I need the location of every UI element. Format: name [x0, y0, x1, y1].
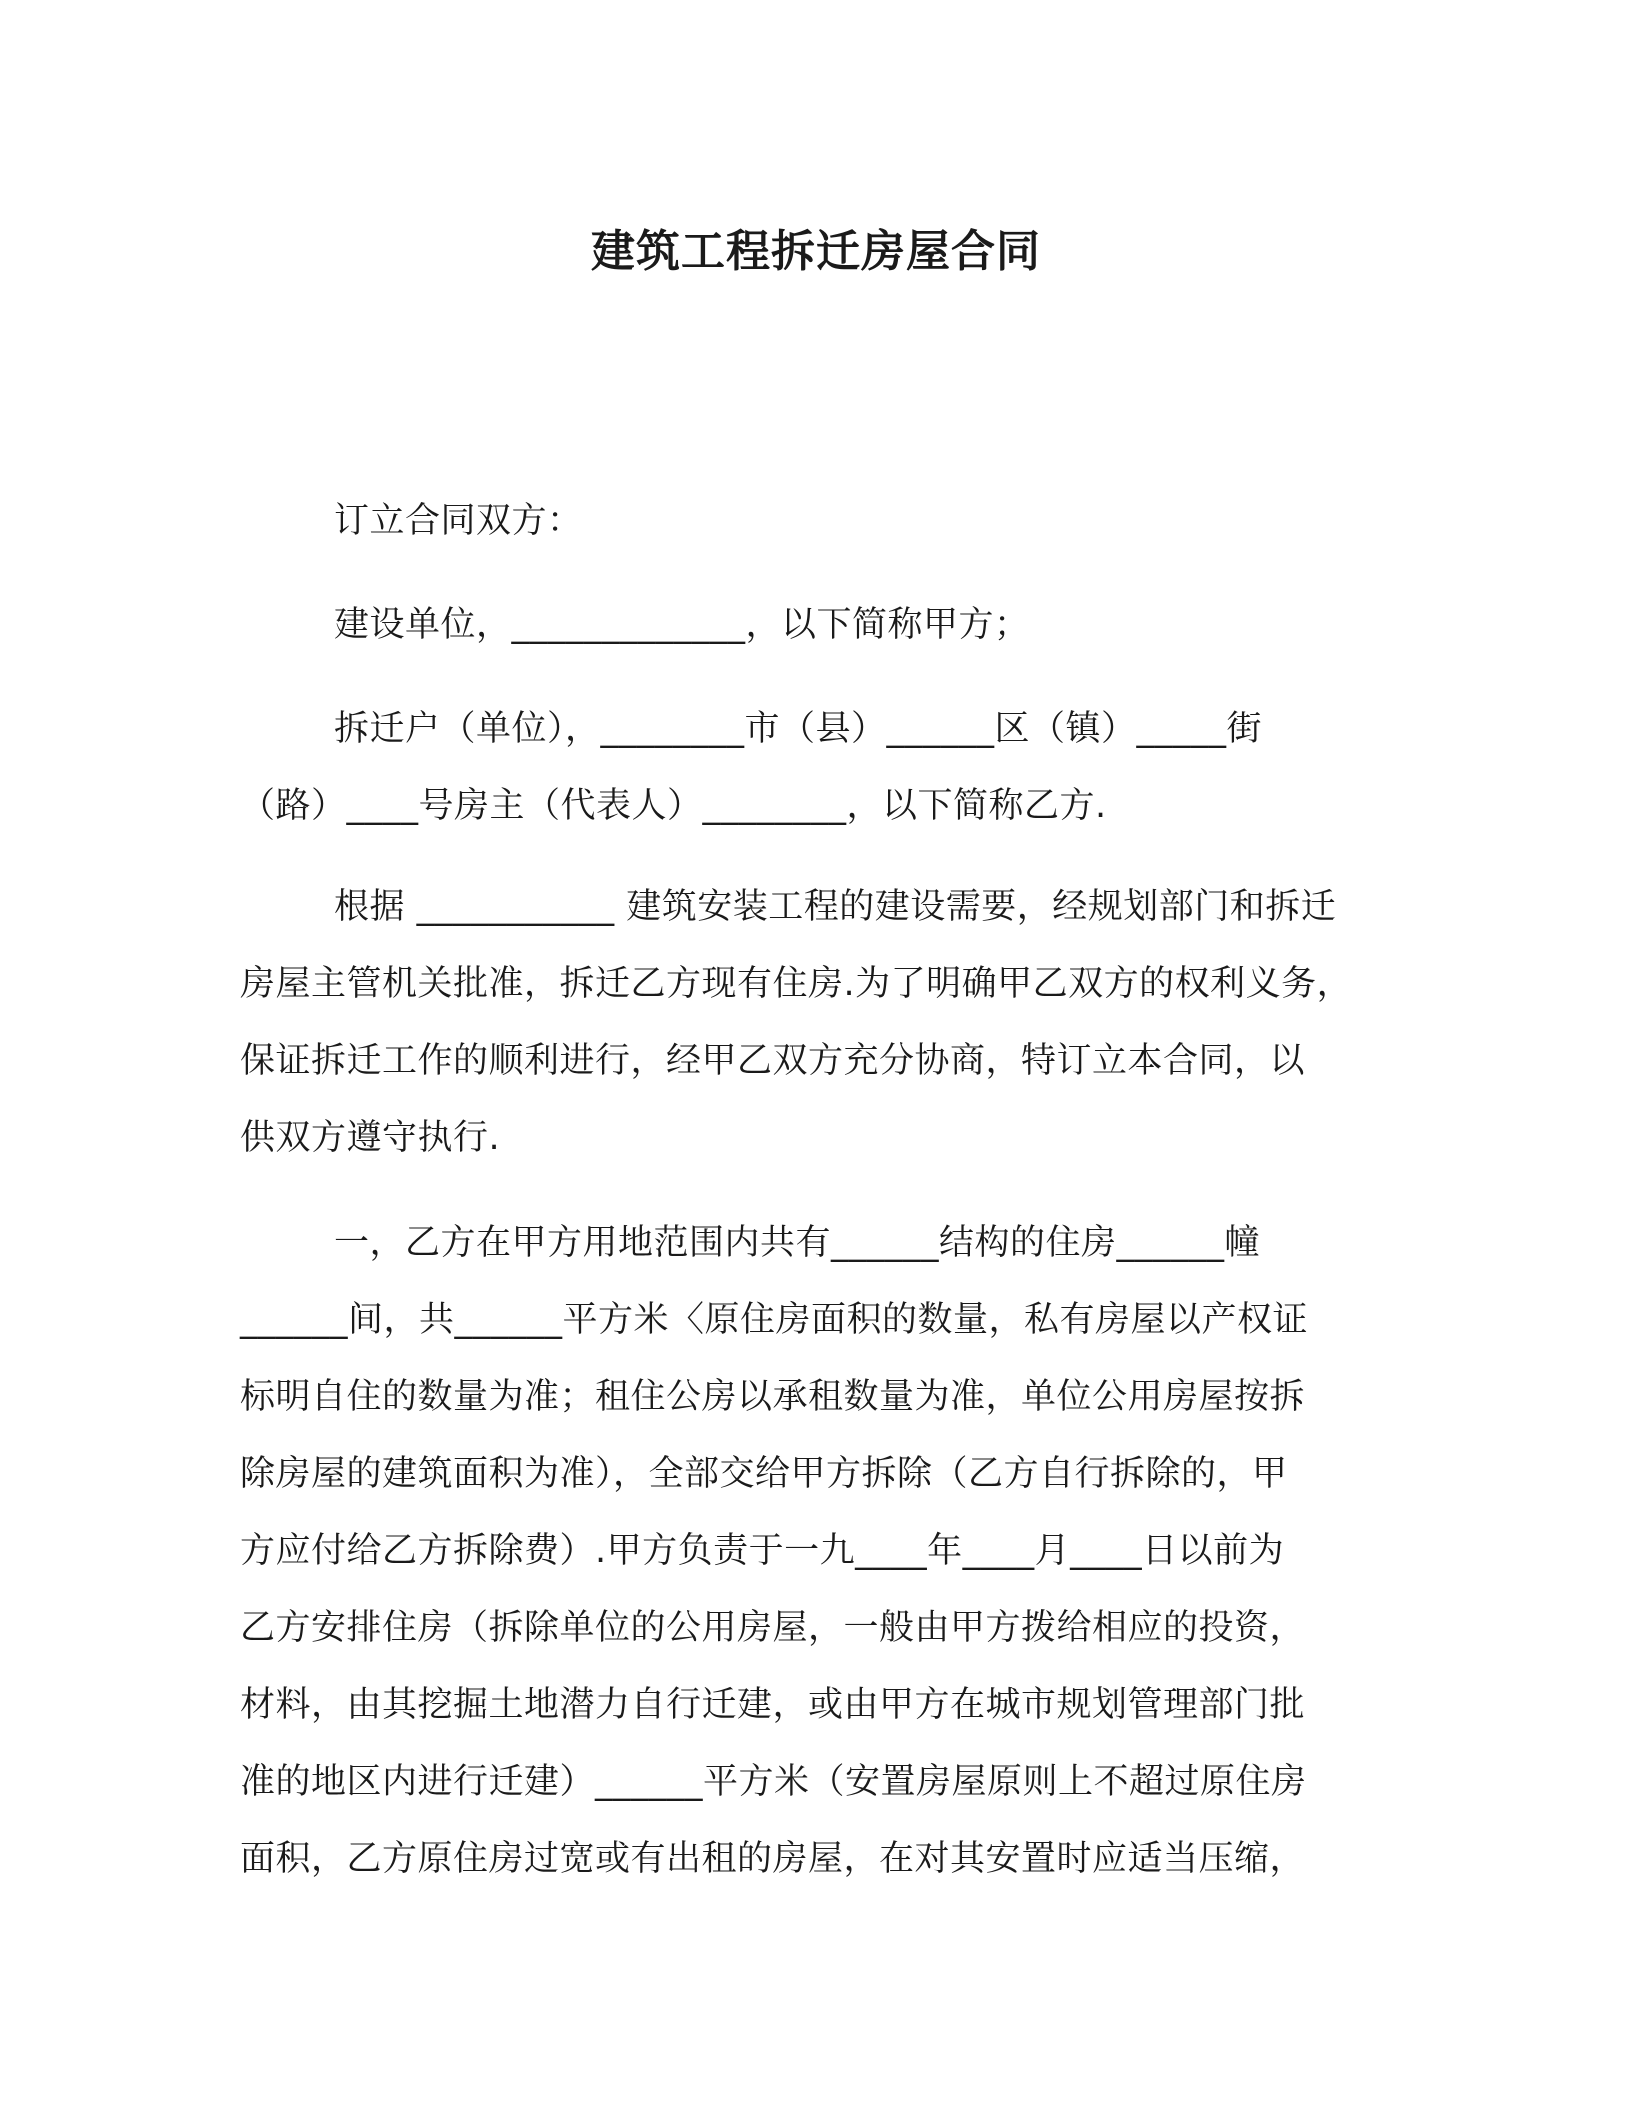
paragraph-line: 准的地区内进行迁建）______平方米（安置房屋原则上不超过原住房 — [240, 1762, 1307, 1802]
paragraph-line: ______间，共______平方米〈原住房面积的数量，私有房屋以产权证 — [240, 1300, 1309, 1340]
paragraph-line: （路）____号房主（代表人）________，以下简称乙方. — [240, 786, 1107, 826]
paragraph-line: 拆迁户（单位），________市（县）______区（镇）_____街 — [334, 709, 1263, 749]
paragraph-line: 一，乙方在甲方用地范围内共有______结构的住房______幢 — [334, 1223, 1261, 1263]
paragraph-line: 材料，由其挖掘土地潜力自行迁建，或由甲方在城市规划管理部门批 — [240, 1685, 1306, 1725]
document-title: 建筑工程拆迁房屋合同 — [591, 226, 1041, 277]
paragraph-line: 标明自住的数量为准；租住公房以承租数量为准，单位公用房屋按拆 — [240, 1377, 1306, 1417]
paragraph-line: 面积，乙方原住房过宽或有出租的房屋，在对其安置时应适当压缩， — [240, 1839, 1306, 1879]
paragraph-line: 根据 ___________ 建筑安装工程的建设需要，经规划部门和拆迁 — [334, 887, 1337, 927]
paragraph-line: 建设单位，_____________，以下简称甲方； — [334, 605, 1030, 645]
paragraph-line: 房屋主管机关批准，拆迁乙方现有住房.为了明确甲乙双方的权利义务， — [240, 964, 1353, 1004]
paragraph-line: 除房屋的建筑面积为准），全部交给甲方拆除（乙方自行拆除的，甲 — [240, 1454, 1288, 1494]
paragraph-line: 方应付给乙方拆除费）.甲方负责于一九____年____月____日以前为 — [240, 1531, 1285, 1571]
paragraph-line: 供双方遵守执行. — [240, 1118, 501, 1158]
paragraph-line: 订立合同双方： — [334, 501, 583, 541]
paragraph-line: 乙方安排住房（拆除单位的公用房屋，一般由甲方拨给相应的投资， — [240, 1608, 1306, 1648]
paragraph-line: 保证拆迁工作的顺利进行，经甲乙双方充分协商，特订立本合同，以 — [240, 1041, 1306, 1081]
